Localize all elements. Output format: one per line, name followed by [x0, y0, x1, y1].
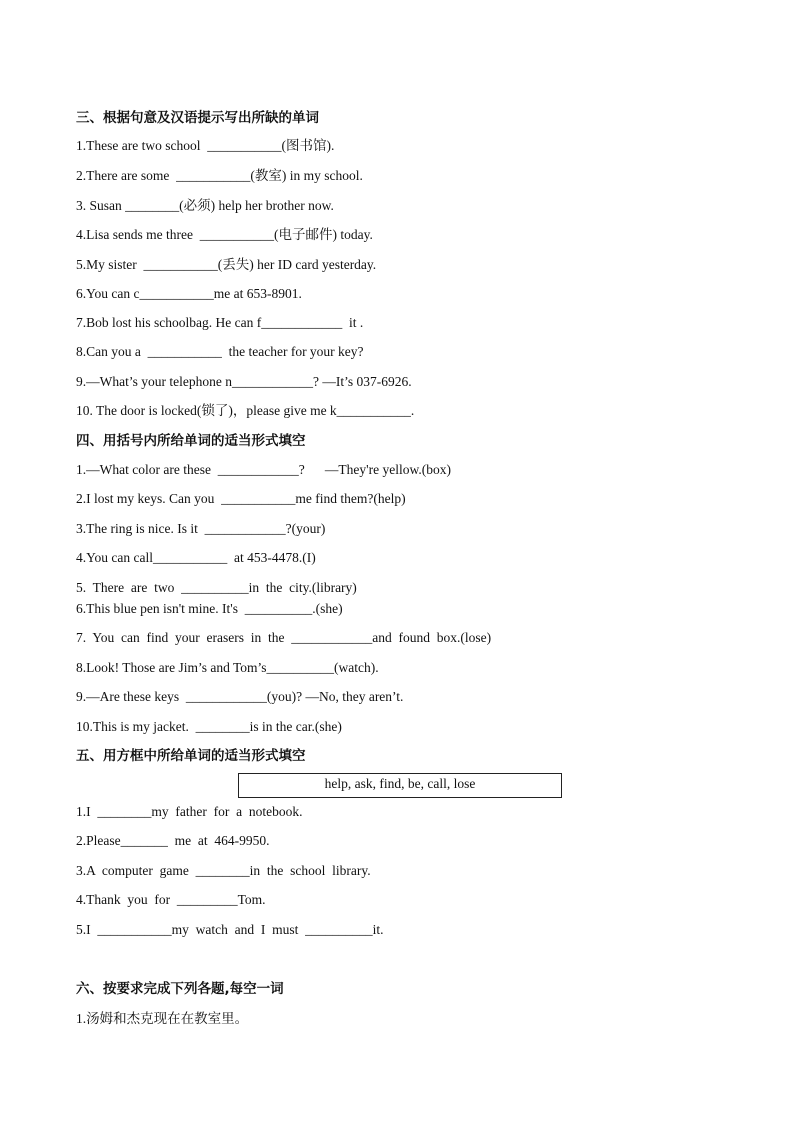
section-5-item: 4.Thank you for _________Tom. [76, 892, 266, 907]
section-3-item: 3. Susan ________(必须) help her brother now. [76, 198, 334, 213]
section-6-heading: 六、按要求完成下列各题,每空一词 [76, 981, 284, 997]
section-5-item: 2.Please_______ me at 464-9950. [76, 833, 270, 848]
section-3-item: 6.You can c___________me at 653-8901. [76, 286, 302, 301]
section-6-item: 1.汤姆和杰克现在在教室里。 [76, 1011, 249, 1026]
section-3-item: 9.—What’s your telephone n____________? —It’s 037-6926. [76, 374, 412, 389]
section-4-item: 5. There are two __________in the city.(library) [76, 580, 357, 595]
section-3-item: 5.My sister ___________(丢失) her ID card yesterday. [76, 257, 377, 272]
section-4-item: 3.The ring is nice. Is it ____________?(your) [76, 521, 326, 536]
section-4-item: 8.Look! Those are Jim’s and Tom’s__________(watch). [76, 660, 379, 675]
section-4-item: 1.—What color are these ____________? —They're yellow.(box) [76, 462, 451, 477]
section-3-item: 2.There are some ___________(教室) in my school. [76, 168, 363, 183]
section-3-item: 8.Can you a ___________ the teacher for your key? [76, 344, 364, 359]
section-4-heading: 四、用括号内所给单词的适当形式填空 [76, 433, 306, 449]
section-5-item: 5.I ___________my watch and I must __________it. [76, 922, 384, 937]
section-3-item: 10. The door is locked(锁了)，please give me k___________. [76, 403, 415, 418]
section-3-item: 4.Lisa sends me three ___________(电子邮件) today. [76, 227, 373, 242]
section-4-item: 4.You can call___________ at 453-4478.(I) [76, 550, 316, 565]
section-4-item: 9.—Are these keys ____________(you)? —No, they aren’t. [76, 689, 404, 704]
section-3-heading: 三、根据句意及汉语提示写出所缺的单词 [76, 110, 319, 126]
section-5-item: 1.I ________my father for a notebook. [76, 804, 303, 819]
section-5-heading: 五、用方框中所给单词的适当形式填空 [76, 748, 306, 764]
section-4-item: 6.This blue pen isn't mine. It's __________.(she) [76, 601, 343, 616]
word-bank-box: help, ask, find, be, call, lose [238, 773, 562, 798]
section-4-item: 10.This is my jacket. ________is in the car.(she) [76, 719, 342, 734]
section-3-item: 1.These are two school ___________(图书馆). [76, 138, 335, 153]
section-3-item: 7.Bob lost his schoolbag. He can f____________ it . [76, 315, 364, 330]
section-4-item: 2.I lost my keys. Can you ___________me find them?(help) [76, 491, 406, 506]
section-4-item: 7. You can find your erasers in the ____________and found box.(lose) [76, 630, 492, 645]
section-5-item: 3.A computer game ________in the school library. [76, 863, 371, 878]
